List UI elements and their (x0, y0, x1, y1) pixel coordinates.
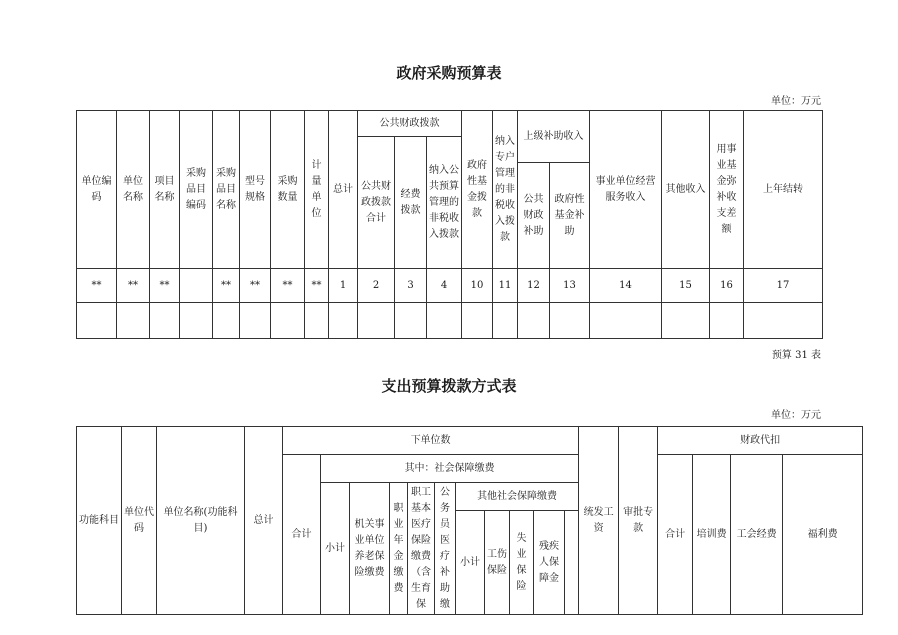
header-total: 总计 (245, 427, 283, 615)
header-fiscal-deduction: 财政代扣 (658, 427, 863, 455)
table1-title: 政府采购预算表 (396, 64, 502, 82)
header-project-name: 项目名称 (150, 111, 180, 269)
code-cell: ** (271, 269, 305, 303)
header-non-tax-income: 纳入公共预算管理的非税收入拨款 (427, 137, 462, 269)
header-quantity: 采购数量 (271, 111, 305, 269)
header-deduction-sum: 合计 (658, 455, 693, 615)
header-model: 型号规格 (240, 111, 271, 269)
header-gov-fund-subsidy: 政府性基金补助 (550, 163, 590, 269)
header-public-fiscal: 公共财政拨款 (358, 111, 462, 137)
header-sum: 合计 (283, 455, 321, 615)
code-cell: 10 (462, 269, 493, 303)
code-cell: 17 (744, 269, 823, 303)
header-subtotal: 小计 (321, 483, 350, 615)
government-procurement-table (76, 110, 823, 339)
code-cell: 3 (395, 269, 427, 303)
empty-data-row (77, 303, 823, 339)
code-cell: 11 (493, 269, 518, 303)
code-cell: ** (213, 269, 240, 303)
header-unemployment: 失业保险 (510, 511, 534, 615)
header-approved-special: 审批专款 (619, 427, 658, 615)
header-measure-unit: 计量单位 (305, 111, 329, 269)
header-gov-fund: 政府性基金拨款 (462, 111, 493, 269)
table2-title: 支出预算拨款方式表 (381, 377, 517, 395)
header-unit-code: 单位代码 (122, 427, 157, 615)
expenditure-allocation-table (76, 426, 863, 615)
header-unit-name: 单位名称 (117, 111, 150, 269)
code-cell: 1 (329, 269, 358, 303)
code-cell: 16 (710, 269, 744, 303)
header-training: 培训费 (693, 455, 731, 615)
header-function-subject: 功能科目 (77, 427, 122, 615)
code-cell: ** (305, 269, 329, 303)
header-public-fiscal-total: 公共财政拨款合计 (358, 137, 395, 269)
header-total: 总计 (329, 111, 358, 269)
table2-unit: 单位：万元 (771, 410, 821, 421)
header-allocated-to-units: 下单位数 (283, 427, 579, 455)
header-pension: 机关事业单位养老保险缴费 (350, 483, 390, 615)
header-unit-code: 单位编码 (77, 111, 117, 269)
header-civil-servant-medical: 公务员医疗补助缴 (435, 483, 456, 615)
header-union-fee: 工会经费 (731, 455, 783, 615)
header-other-subtotal: 小计 (456, 511, 485, 615)
header-public-fiscal-subsidy: 公共财政补助 (518, 163, 550, 269)
header-business-income: 事业单位经营服务收入 (590, 111, 662, 269)
header-unified-salary: 统发工资 (579, 427, 619, 615)
header-occupational-annuity: 职业年金缴费 (390, 483, 408, 615)
table1-note: 预算 31 表 (771, 350, 821, 361)
code-cell: ** (240, 269, 271, 303)
header-item-name: 采购品目名称 (213, 111, 240, 269)
header-medical-insurance: 职工基本医疗保险缴费（含生育保 (408, 483, 435, 615)
header-social-security: 其中：社会保障缴费 (321, 455, 579, 483)
table1-unit: 单位：万元 (771, 96, 821, 107)
header-injury: 工伤保险 (485, 511, 510, 615)
header-fee-allocation: 经费拨款 (395, 137, 427, 269)
code-cell: 4 (427, 269, 462, 303)
code-row (77, 269, 823, 303)
header-item-code: 采购品目编码 (180, 111, 213, 269)
header-special-non-tax: 纳入专户管理的非税收入拨款 (493, 111, 518, 269)
code-cell: 13 (550, 269, 590, 303)
header-carry-over: 上年结转 (744, 111, 823, 269)
header-other-social: 其他社会保障缴费 (456, 483, 579, 511)
code-cell (180, 269, 213, 303)
code-cell: ** (117, 269, 150, 303)
code-cell: 15 (662, 269, 710, 303)
header-disability: 残疾人保障金 (534, 511, 565, 615)
code-cell: 2 (358, 269, 395, 303)
code-cell: 14 (590, 269, 662, 303)
header-welfare: 福利费 (783, 455, 863, 615)
header-other-income: 其他收入 (662, 111, 710, 269)
header-superior-subsidy: 上级补助收入 (518, 111, 590, 163)
header-fund-offset: 用事业基金弥补收支差额 (710, 111, 744, 269)
code-cell: 12 (518, 269, 550, 303)
code-cell: ** (150, 269, 180, 303)
code-cell: ** (77, 269, 117, 303)
header-unit-name: 单位名称(功能科目) (157, 427, 245, 615)
